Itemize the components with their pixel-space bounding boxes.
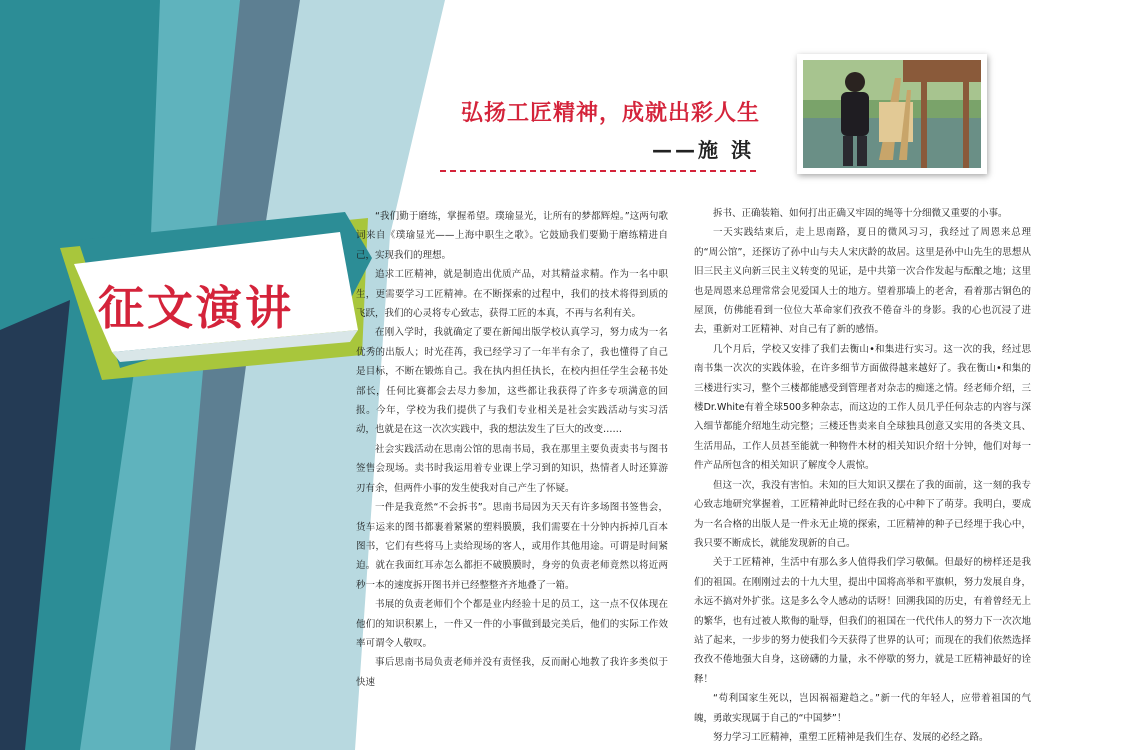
paragraph: 拆书、正确装箱、如何打出正确又牢固的绳等十分细微又重要的小事。 <box>713 208 1008 219</box>
paragraph: 一件是我竟然“不会拆书”。思南书局因为天天有许多场图书签售会，货车运来的图书都裹着紧紧的塑料膜膜，我们需要在十分钟内拆掉几百本图书，它们有些将马上卖给现场的客人，或用作其他用途。可谓是时间紧迫。就在我面红耳赤怎么都拒不破膜膜时，身旁的负责老师竟然以将近两秒一本的速度拆开图书并已经整整齐齐地叠了一箱。 <box>356 502 668 591</box>
paragraph: 追求工匠精神，就是制造出优质产品，对其精益求精。作为一名中职生，更需要学习工匠精神。在不断探索的过程中，我们的技术将得到质的飞跃，我们的心灵将专心致志，获得工匠的本真，不再与名利有关。 <box>356 269 668 320</box>
article-column-2 <box>694 204 1031 747</box>
article-column-2-clip <box>694 202 1033 743</box>
paragraph: 社会实践活动在思南公馆的思南书局，我在那里主要负责卖书与图书签售会现场。卖书时我运用着专业课上学习到的知识，热情者人时还算游刃有余，但两件小事的发生使我对自己产生了怀疑。 <box>356 443 668 494</box>
paragraph: “苟利国家生死以，岂因祸福避趋之。”新一代的年轻人，应带着祖国的气魄，勇敢实现属于自己的“中国梦”！ <box>694 693 1031 724</box>
article-author: ——施 淇 <box>652 138 754 162</box>
paragraph: 书展的负责老师们个个都是业内经验十足的员工，这一点不仅体现在他们的知识积累上，一件又一件的小事做到最完美后，他们的实际工作效率可谓令人敬叹。 <box>356 599 668 649</box>
article-column-1-clip <box>356 204 670 694</box>
article-title: 弘扬工匠精神，成就出彩人生 <box>460 101 760 126</box>
section-banner-label: 征文演讲 <box>98 281 294 335</box>
paragraph: 关于工匠精神，生活中有那么多人值得我们学习敬佩。但最好的榜样还是我们的祖国。在刚刚过去的十九大里，提出中国将高举和平旗帜，努力发展自身，永远不搞对外扩张。这是多么令人感动的话呀！回溯我国的历史，有着曾经无上的繁华，也有过被人欺侮的耻辱，但我们的祖国在一代代伟人的努力下一次次地站了起来，一步步的努力使我们今天获得了世界的认可；而现在的我们依然选择孜孜不倦地强大自身，这磅礴的力量，永不停歇的努力，就是工匠精神最好的诠释！ <box>694 557 1031 685</box>
paragraph: 几个月后，学校又安排了我们去衡山•和集进行实习。这一次的我，经过思南书集一次次的实践体验，在许多细节方面做得越来越好了。我在衡山•和集的三楼进行实习，整个三楼都能感受到管理者对杂志的痴迷之情。经老师介绍，三楼Dr.White有着全球500多种杂志，而这边的工作人员几乎任何杂志的内容与深入细节都能介绍地生动完整；三楼还售卖来自全球独具创意又实用的各类文具、生活用品，工作人员甚至能就一种物件木材的相关知识介绍十分钟，他们对每一件产品所包含的相关知识了解度令人震惊。 <box>694 343 1031 472</box>
paragraph: 一天实践结束后，走上思南路，夏日的微风习习，我经过了周恩来总理的“周公馆”，还探访了孙中山与夫人宋庆龄的故居。这里是孙中山先生的思想从旧三民主义向新三民主义转变的见证，是中共第一次合作发起与酝酿之地；这里也是周恩来总理常常会见爱国人士的地方。望着那墙上的老舍，看着那古铜色的屋顶，仿佛能看到一位位大革命家们孜孜不倦奋斗的身影。我的心也沉浸了进去，重新对工匠精神、对自己有了新的感悟。 <box>694 227 1031 336</box>
paragraph: 事后思南书局负责老师并没有责怪我，反而耐心地教了我许多类似于快速 <box>356 657 668 688</box>
paragraph: “我们勤于磨练，掌握希望。璞瑜显光，让所有的梦都辉煌。”这两句歌词来自《璞瑜显光——上海中职生之歌》。它鼓励我们要勤于磨练精进自己，实现我们的理想。 <box>356 211 668 261</box>
photo-person-painting-icon <box>803 60 981 168</box>
paragraph: 努力学习工匠精神，重塑工匠精神是我们生存、发展的必经之路。 <box>713 731 989 743</box>
title-dashed-divider <box>440 170 756 172</box>
paragraph: 但这一次，我没有害怕。未知的巨大知识又摆在了我的面前，这一刻的我专心致志地研究掌握着，工匠精神此时已经在我的心中种下了萌芽。我明白，要成为一名合格的出版人是一件永无止境的探索，工匠精神的种子已经埋于我心中，我只要不断成长，就能发现新的自己。 <box>694 479 1031 549</box>
author-photo <box>797 54 987 174</box>
paragraph: 在刚入学时，我就确定了要在新闻出版学校认真学习，努力成为一名优秀的出版人；时光荏苒，我已经学习了一年半有余了，我也懂得了自己是目标，不断在锻炼自己。我在执内担任执长，在校内担任学生会秘书处部长，任何比赛都会去尽力参加，这些都让我获得了许多专项满意的回报。今年，学校为我们提供了与我们专业相关是社会实践活动与实习活动，也就是在这一次次实践中，我的想法发生了巨大的改变…… <box>356 327 668 436</box>
article-column-1 <box>356 207 668 692</box>
